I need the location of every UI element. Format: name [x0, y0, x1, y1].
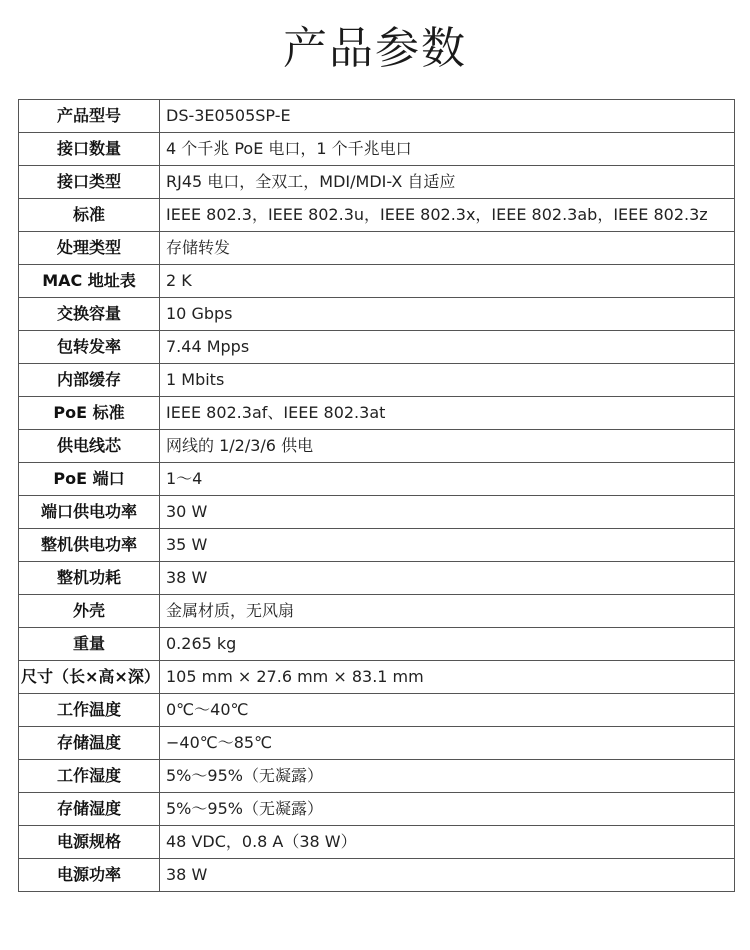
table-row	[19, 826, 735, 859]
spec-label: PoE 端口	[19, 463, 160, 496]
spec-value: 30 W	[160, 496, 735, 529]
spec-value: 4 个千兆 PoE 电口，1 个千兆电口	[160, 133, 735, 166]
spec-value: IEEE 802.3，IEEE 802.3u，IEEE 802.3x，IEEE 802.3ab，IEEE 802.3z	[160, 199, 735, 232]
spec-label: 整机供电功率	[19, 529, 160, 562]
spec-value: 网线的 1/2/3/6 供电	[160, 430, 735, 463]
table-row	[19, 331, 735, 364]
spec-value: 0℃～40℃	[160, 694, 735, 727]
spec-label: 电源规格	[19, 826, 160, 859]
spec-label: 标准	[19, 199, 160, 232]
spec-value: 38 W	[160, 562, 735, 595]
spec-label: 存储湿度	[19, 793, 160, 826]
table-row	[19, 529, 735, 562]
table-row	[19, 364, 735, 397]
spec-label: 尺寸（长×高×深）	[19, 661, 160, 694]
table-row	[19, 661, 735, 694]
spec-value: 10 Gbps	[160, 298, 735, 331]
page-title: 产品参数	[283, 23, 467, 74]
table-row	[19, 595, 735, 628]
spec-label: 交换容量	[19, 298, 160, 331]
spec-value: 5%～95%（无凝露）	[160, 760, 735, 793]
table-row	[19, 199, 735, 232]
spec-value: 金属材质，无风扇	[160, 595, 735, 628]
table-row	[19, 265, 735, 298]
spec-label: 电源功率	[19, 859, 160, 892]
spec-label: 外壳	[19, 595, 160, 628]
spec-table-body	[19, 100, 735, 892]
spec-value: RJ45 电口，全双工，MDI/MDI-X 自适应	[160, 166, 735, 199]
spec-label: PoE 标准	[19, 397, 160, 430]
spec-value: 105 mm × 27.6 mm × 83.1 mm	[160, 661, 735, 694]
spec-label: 存储温度	[19, 727, 160, 760]
table-row	[19, 463, 735, 496]
spec-value: IEEE 802.3af、IEEE 802.3at	[160, 397, 735, 430]
table-row	[19, 496, 735, 529]
spec-label: 重量	[19, 628, 160, 661]
table-row	[19, 430, 735, 463]
table-row	[19, 232, 735, 265]
spec-value: 1～4	[160, 463, 735, 496]
table-row	[19, 100, 735, 133]
spec-value: 0.265 kg	[160, 628, 735, 661]
spec-value: 存储转发	[160, 232, 735, 265]
spec-label: 整机功耗	[19, 562, 160, 595]
table-row	[19, 694, 735, 727]
table-row	[19, 133, 735, 166]
table-row	[19, 628, 735, 661]
table-row	[19, 727, 735, 760]
table-row	[19, 562, 735, 595]
table-row	[19, 793, 735, 826]
spec-value: 38 W	[160, 859, 735, 892]
table-row	[19, 166, 735, 199]
spec-label: 供电线芯	[19, 430, 160, 463]
spec-value: 1 Mbits	[160, 364, 735, 397]
table-row	[19, 859, 735, 892]
spec-value: DS-3E0505SP-E	[160, 100, 735, 133]
table-row	[19, 397, 735, 430]
spec-label: 处理类型	[19, 232, 160, 265]
spec-label: 产品型号	[19, 100, 160, 133]
spec-table	[18, 99, 735, 892]
spec-value: 2 K	[160, 265, 735, 298]
spec-label: 工作湿度	[19, 760, 160, 793]
spec-value: 5%～95%（无凝露）	[160, 793, 735, 826]
table-row	[19, 760, 735, 793]
spec-value: 48 VDC，0.8 A（38 W）	[160, 826, 735, 859]
table-row	[19, 298, 735, 331]
spec-label: 接口类型	[19, 166, 160, 199]
spec-label: 接口数量	[19, 133, 160, 166]
spec-label: 工作温度	[19, 694, 160, 727]
spec-value: −40℃～85℃	[160, 727, 735, 760]
spec-label: 包转发率	[19, 331, 160, 364]
spec-label: 端口供电功率	[19, 496, 160, 529]
spec-value: 7.44 Mpps	[160, 331, 735, 364]
spec-label: 内部缓存	[19, 364, 160, 397]
spec-label: MAC 地址表	[19, 265, 160, 298]
spec-value: 35 W	[160, 529, 735, 562]
